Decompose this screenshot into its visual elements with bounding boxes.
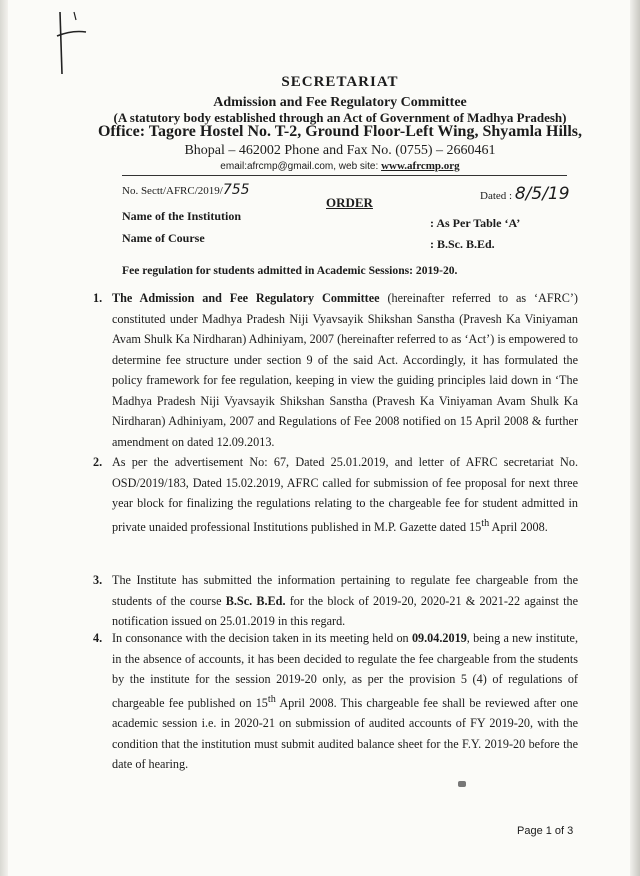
- header-contact: [100, 160, 580, 172]
- header-office: Office: Tagore Hostel No. T-2, Ground Floor-Left Wing, Shyamla Hills,: [97, 123, 583, 140]
- paragraph-4-sup: th: [267, 693, 276, 705]
- paragraph-1-lead: The Admission and Fee Regulatory Committee: [112, 291, 380, 305]
- reference-number-prefix: No. Sectt/AFRC/2019/: [122, 185, 223, 197]
- paragraph-2: [93, 452, 578, 537]
- header-statutory: (A statutory body established through an Act of Government of Madhya Pradesh): [113, 110, 567, 125]
- paragraph-3: [93, 570, 578, 632]
- paragraph-2-tail: April 2008.: [489, 519, 548, 534]
- reference-number: [122, 182, 250, 198]
- paragraph-4-text-a: In consonance with the decision taken in its meeting held on: [112, 631, 412, 645]
- header-title: SECRETARIAT: [281, 74, 399, 90]
- order-title: ORDER: [326, 195, 373, 210]
- paragraph-2-text: As per the advertisement No: 67, Dated 25.01.2019, and letter of AFRC secretariat No. OSD/2019/183, Dated 15.02.2019, AFRC called for submission of fee proposal for next three year block for finalizing the regulations relating to the chargeable fee for student admitted in private unaided professional Institutions published in M.P. Gazette dated 15: [112, 455, 578, 534]
- institution-label: Name of the Institution: [122, 209, 241, 223]
- scan-edge-right: [630, 0, 640, 876]
- paragraph-2-sup: th: [481, 517, 490, 529]
- paragraph-3-text-b: for the block of 2019-20, 2020-21 & 2021-22 against the notification issued on 25.01.2019 in this regard.: [112, 593, 578, 628]
- paragraph-number: 2.: [93, 455, 103, 469]
- scan-edge-left: [0, 0, 8, 876]
- paragraph-1: [93, 288, 578, 452]
- course-label: Name of Course: [122, 231, 205, 245]
- paragraph-3-course: B.Sc. B.Ed.: [225, 593, 286, 608]
- handwritten-mark: [52, 8, 112, 78]
- paragraph-4-date: 09.04.2019: [411, 631, 467, 645]
- header-email: email:afrcmp@gmail.com, web site:: [220, 161, 382, 172]
- reference-number-handwritten: 755: [222, 182, 250, 198]
- paragraph-number: 4.: [93, 631, 103, 645]
- header-address: Bhopal – 462002 Phone and Fax No. (0755) – 2660461: [184, 143, 496, 158]
- dated-handwritten: 8/5/19: [514, 184, 570, 204]
- paragraph-number: 3.: [93, 573, 103, 587]
- paragraph-4-text-b: , being a new institute, in the absence of accounts, it has been decided to regulate the fee chargeable from the students by the institute for the session 2019-20 only, as per the provision 5 (4) of regulations of chargeable fee published on 15: [112, 631, 579, 710]
- header-divider: [122, 175, 567, 176]
- scan-speck: [458, 781, 466, 787]
- paragraph-4-text-c: April 2008. This chargeable fee shall be reviewed after one academic session i.e. in 2020-21 on submission of audited accounts of FY 2019-20, with the condition that the institution must submit audited balance sheet for the F.Y. 2019-20 before the date of hearing.: [112, 695, 579, 772]
- header-committee: Admission and Fee Regulatory Committee: [213, 95, 467, 110]
- dated-label: Dated :: [480, 190, 513, 202]
- page-number: Page 1 of 3: [517, 825, 574, 837]
- paragraph-3-text-a: The Institute has submitted the information pertaining to regulate fee chargeable from the students of the course: [112, 573, 578, 608]
- paragraph-4: [93, 628, 579, 775]
- paragraph-number: 1.: [93, 291, 103, 305]
- paragraph-1-text: (hereinafter referred to as ‘AFRC’) constituted under Madhya Pradesh Niji Vyavsayik Shikshan Sanstha (Pravesh Ka Viniyaman Avam Shulk Ka Nirdharan) Adhiniyam, 2007 (hereinafter referred to as ‘Act’) is empowered to determine fee structure under section 9 of the said Act. Accordingly, it has formulated the policy framework for fee regulation, keeping in view the guiding principles laid down in ‘The Madhya Pradesh Niji Vyavsayik Shikshan Sanstha (Pravesh Ka Viniyaman Avam Shulk Ka Nirdharan) Adhiniyam, 2007 and Regulations of Fee 2008 notified on 15 April 2008 & further amendment on dated 12.09.2013.: [112, 291, 578, 449]
- course-value: : B.Sc. B.Ed.: [430, 237, 495, 251]
- header-website-link[interactable]: www.afrcmp.org: [381, 160, 460, 172]
- subject-line: Fee regulation for students admitted in Academic Sessions: 2019-20.: [122, 264, 458, 277]
- dated-field: [480, 184, 570, 204]
- institution-value: : As Per Table ‘A’: [430, 216, 521, 230]
